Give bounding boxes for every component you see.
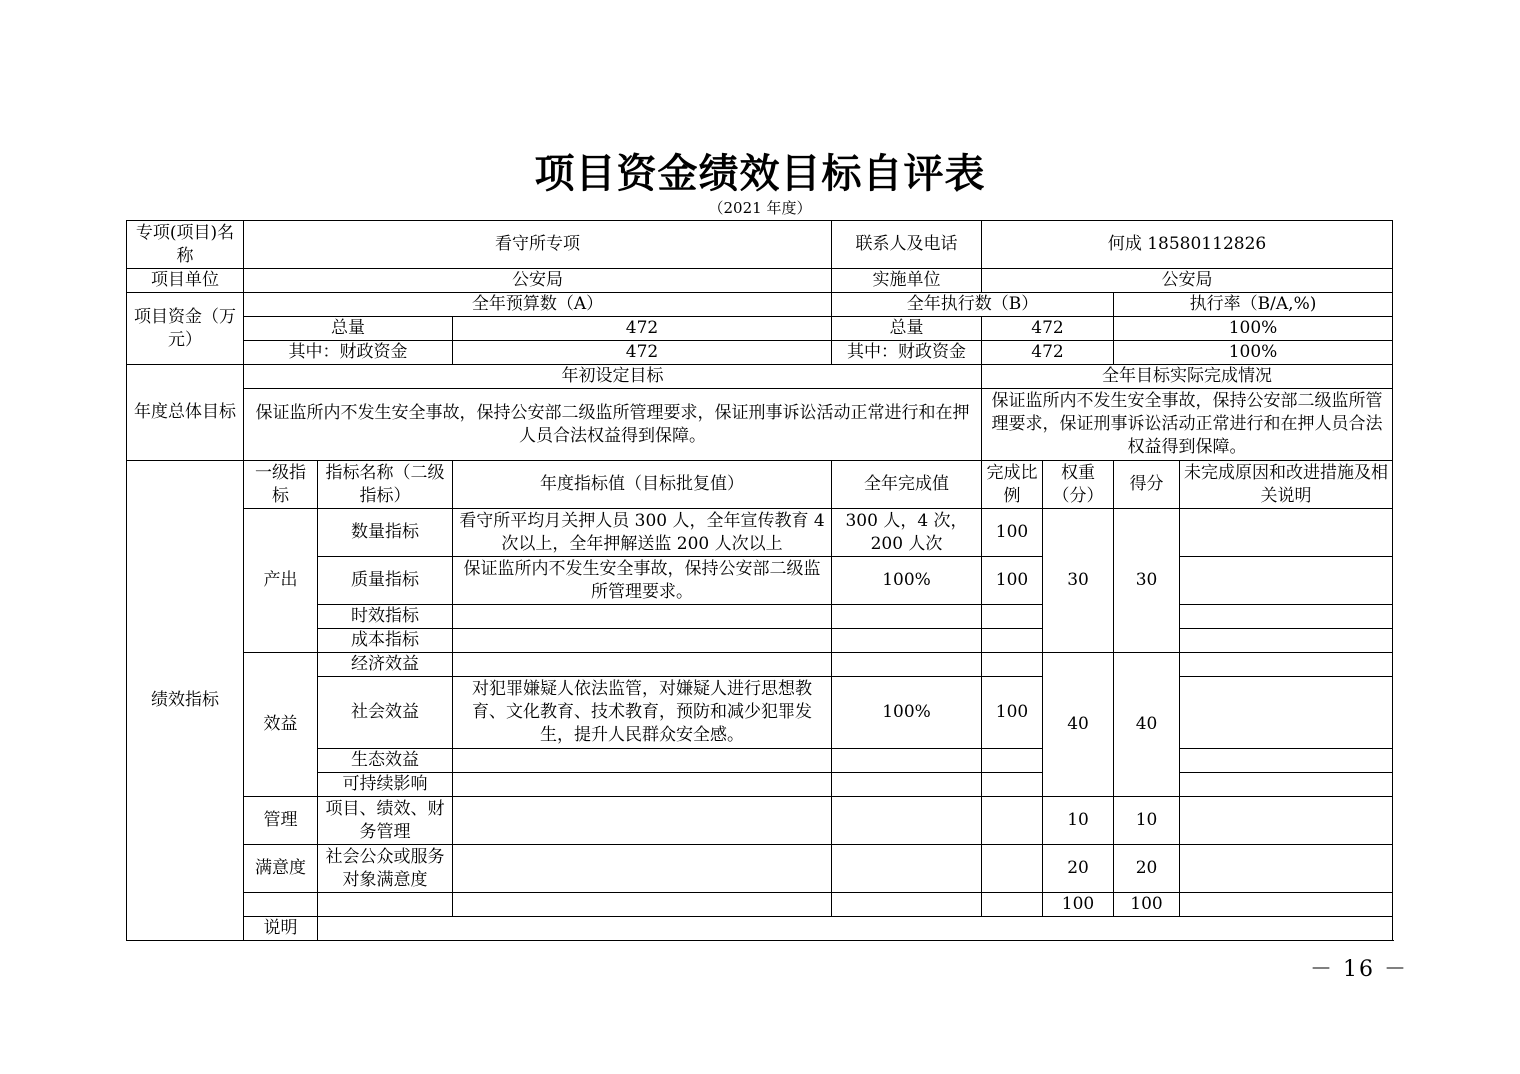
- total-weight: 100: [1043, 893, 1114, 917]
- management-label: 管理: [244, 797, 318, 845]
- unit-row: [127, 269, 1393, 293]
- output-weight: 30: [1043, 509, 1114, 653]
- project-name-label: 专项(项目)名称: [127, 221, 244, 269]
- budget-value: 472: [453, 317, 832, 341]
- empty-cell: [453, 893, 832, 917]
- rate-value: 100%: [1114, 341, 1393, 365]
- actual-goal-text: 保证监所内不发生安全事故，保持公安部二级监所管理要求，保证刑事诉讼活动正常进行和在押人员合法权益得到保障。: [982, 389, 1393, 461]
- indicator-remarks: [1180, 629, 1393, 653]
- unit-label: 项目单位: [127, 269, 244, 293]
- indicator-remarks: [1180, 845, 1393, 893]
- remarks-header: 未完成原因和改进措施及相关说明: [1180, 461, 1393, 509]
- funds-total-row: [127, 317, 1393, 341]
- actual-goal-header: 全年目标实际完成情况: [982, 365, 1393, 389]
- note-value: [318, 917, 1393, 941]
- set-goal-header: 年初设定目标: [244, 365, 982, 389]
- indicator-actual: 300 人，4 次，200 人次: [832, 509, 982, 557]
- indicator-actual: [832, 629, 982, 653]
- management-row: [127, 797, 1393, 845]
- contact-label: 联系人及电话: [832, 221, 982, 269]
- indicator-name: 数量指标: [318, 509, 453, 557]
- empty-cell: [318, 893, 453, 917]
- empty-cell: [1180, 893, 1393, 917]
- indicator-remarks: [1180, 653, 1393, 677]
- indicator-target: [453, 605, 832, 629]
- page-number: － 16 －: [1310, 957, 1408, 982]
- contact-value: 何成 18580112826: [982, 221, 1393, 269]
- indicator-actual: [832, 773, 982, 797]
- indicator-name: 生态效益: [318, 749, 453, 773]
- indicator-target: [453, 653, 832, 677]
- indicator-ratio: [982, 653, 1043, 677]
- goal-text-row: [127, 389, 1393, 461]
- rate-value: 100%: [1114, 317, 1393, 341]
- page-title: 项目资金绩效目标自评表: [534, 150, 986, 197]
- funds-header-row: [127, 293, 1393, 317]
- indicator-actual: 100%: [832, 557, 982, 605]
- year-subtitle: （2021 年度）: [708, 199, 812, 217]
- management-weight: 10: [1043, 797, 1114, 845]
- funds-fiscal-row: [127, 341, 1393, 365]
- table-row: [127, 509, 1393, 557]
- set-goal-text: 保证监所内不发生安全事故，保持公安部二级监所管理要求，保证刑事诉讼活动正常进行和在押人员合法权益得到保障。: [244, 389, 982, 461]
- budget-value: 472: [453, 341, 832, 365]
- project-name-row: [127, 221, 1393, 269]
- satisfaction-label: 满意度: [244, 845, 318, 893]
- indicator-name: 时效指标: [318, 605, 453, 629]
- table-row: [127, 653, 1393, 677]
- indicator-target: [453, 749, 832, 773]
- indicator-ratio: [982, 605, 1043, 629]
- indicator-ratio: [982, 629, 1043, 653]
- indicator-target: [453, 797, 832, 845]
- funds-row-label: 其中：财政资金: [244, 341, 453, 365]
- indicator-remarks: [1180, 557, 1393, 605]
- indicator-actual: 100%: [832, 677, 982, 749]
- funds-row-label: 总量: [244, 317, 453, 341]
- indicator-name: 可持续影响: [318, 773, 453, 797]
- target-header: 年度指标值（目标批复值）: [453, 461, 832, 509]
- exec-value: 472: [982, 317, 1114, 341]
- note-label: 说明: [244, 917, 318, 941]
- goal-header-row: [127, 365, 1393, 389]
- perf-label: 绩效指标: [127, 461, 244, 941]
- indicator-remarks: [1180, 605, 1393, 629]
- impl-unit-value: 公安局: [982, 269, 1393, 293]
- unit-value: 公安局: [244, 269, 832, 293]
- level1-header: 一级指标: [244, 461, 318, 509]
- total-row: [127, 893, 1393, 917]
- indicator-target: 保证监所内不发生安全事故，保持公安部二级监所管理要求。: [453, 557, 832, 605]
- project-name-value: 看守所专项: [244, 221, 832, 269]
- annual-goal-label: 年度总体目标: [127, 365, 244, 461]
- budget-header: 全年预算数（A）: [244, 293, 832, 317]
- indicator-remarks: [1180, 677, 1393, 749]
- indicator-remarks: [1180, 797, 1393, 845]
- indicator-ratio: [982, 749, 1043, 773]
- perf-header-row: [127, 461, 1393, 509]
- indicator-target: [453, 773, 832, 797]
- satisfaction-score: 20: [1114, 845, 1180, 893]
- impl-unit-label: 实施单位: [832, 269, 982, 293]
- exec-row-label: 总量: [832, 317, 982, 341]
- indicator-ratio: [982, 797, 1043, 845]
- indicator-actual: [832, 749, 982, 773]
- funds-label: 项目资金（万元）: [127, 293, 244, 365]
- indicator-ratio: 100: [982, 677, 1043, 749]
- indicator-name: 经济效益: [318, 653, 453, 677]
- ratio-header: 完成比例: [982, 461, 1043, 509]
- self-evaluation-table: [126, 220, 1393, 941]
- indicator-name: 社会效益: [318, 677, 453, 749]
- benefit-score: 40: [1114, 653, 1180, 797]
- indicator-name-header: 指标名称（二级指标）: [318, 461, 453, 509]
- score-header: 得分: [1114, 461, 1180, 509]
- indicator-ratio: 100: [982, 509, 1043, 557]
- indicator-remarks: [1180, 509, 1393, 557]
- indicator-name: 社会公众或服务对象满意度: [318, 845, 453, 893]
- indicator-name: 成本指标: [318, 629, 453, 653]
- empty-cell: [832, 893, 982, 917]
- weight-header: 权重（分）: [1043, 461, 1114, 509]
- benefit-weight: 40: [1043, 653, 1114, 797]
- actual-header: 全年完成值: [832, 461, 982, 509]
- indicator-target: 对犯罪嫌疑人依法监管，对嫌疑人进行思想教育、文化教育、技术教育，预防和减少犯罪发生，提升人民群众安全感。: [453, 677, 832, 749]
- exec-header: 全年执行数（B）: [832, 293, 1114, 317]
- indicator-ratio: [982, 845, 1043, 893]
- indicator-ratio: [982, 773, 1043, 797]
- benefit-label: 效益: [244, 653, 318, 797]
- exec-row-label: 其中：财政资金: [832, 341, 982, 365]
- exec-value: 472: [982, 341, 1114, 365]
- indicator-actual: [832, 797, 982, 845]
- output-label: 产出: [244, 509, 318, 653]
- indicator-actual: [832, 605, 982, 629]
- indicator-target: 看守所平均月关押人员 300 人，全年宣传教育 4 次以上，全年押解送监 200 人次以上: [453, 509, 832, 557]
- indicator-remarks: [1180, 749, 1393, 773]
- indicator-actual: [832, 845, 982, 893]
- output-score: 30: [1114, 509, 1180, 653]
- indicator-ratio: 100: [982, 557, 1043, 605]
- total-score: 100: [1114, 893, 1180, 917]
- satisfaction-row: [127, 845, 1393, 893]
- indicator-target: [453, 845, 832, 893]
- indicator-name: 质量指标: [318, 557, 453, 605]
- satisfaction-weight: 20: [1043, 845, 1114, 893]
- indicator-name: 项目、绩效、财务管理: [318, 797, 453, 845]
- rate-header: 执行率（B/A,%): [1114, 293, 1393, 317]
- indicator-target: [453, 629, 832, 653]
- empty-cell: [982, 893, 1043, 917]
- empty-cell: [244, 893, 318, 917]
- indicator-remarks: [1180, 773, 1393, 797]
- note-row: [127, 917, 1393, 941]
- indicator-actual: [832, 653, 982, 677]
- management-score: 10: [1114, 797, 1180, 845]
